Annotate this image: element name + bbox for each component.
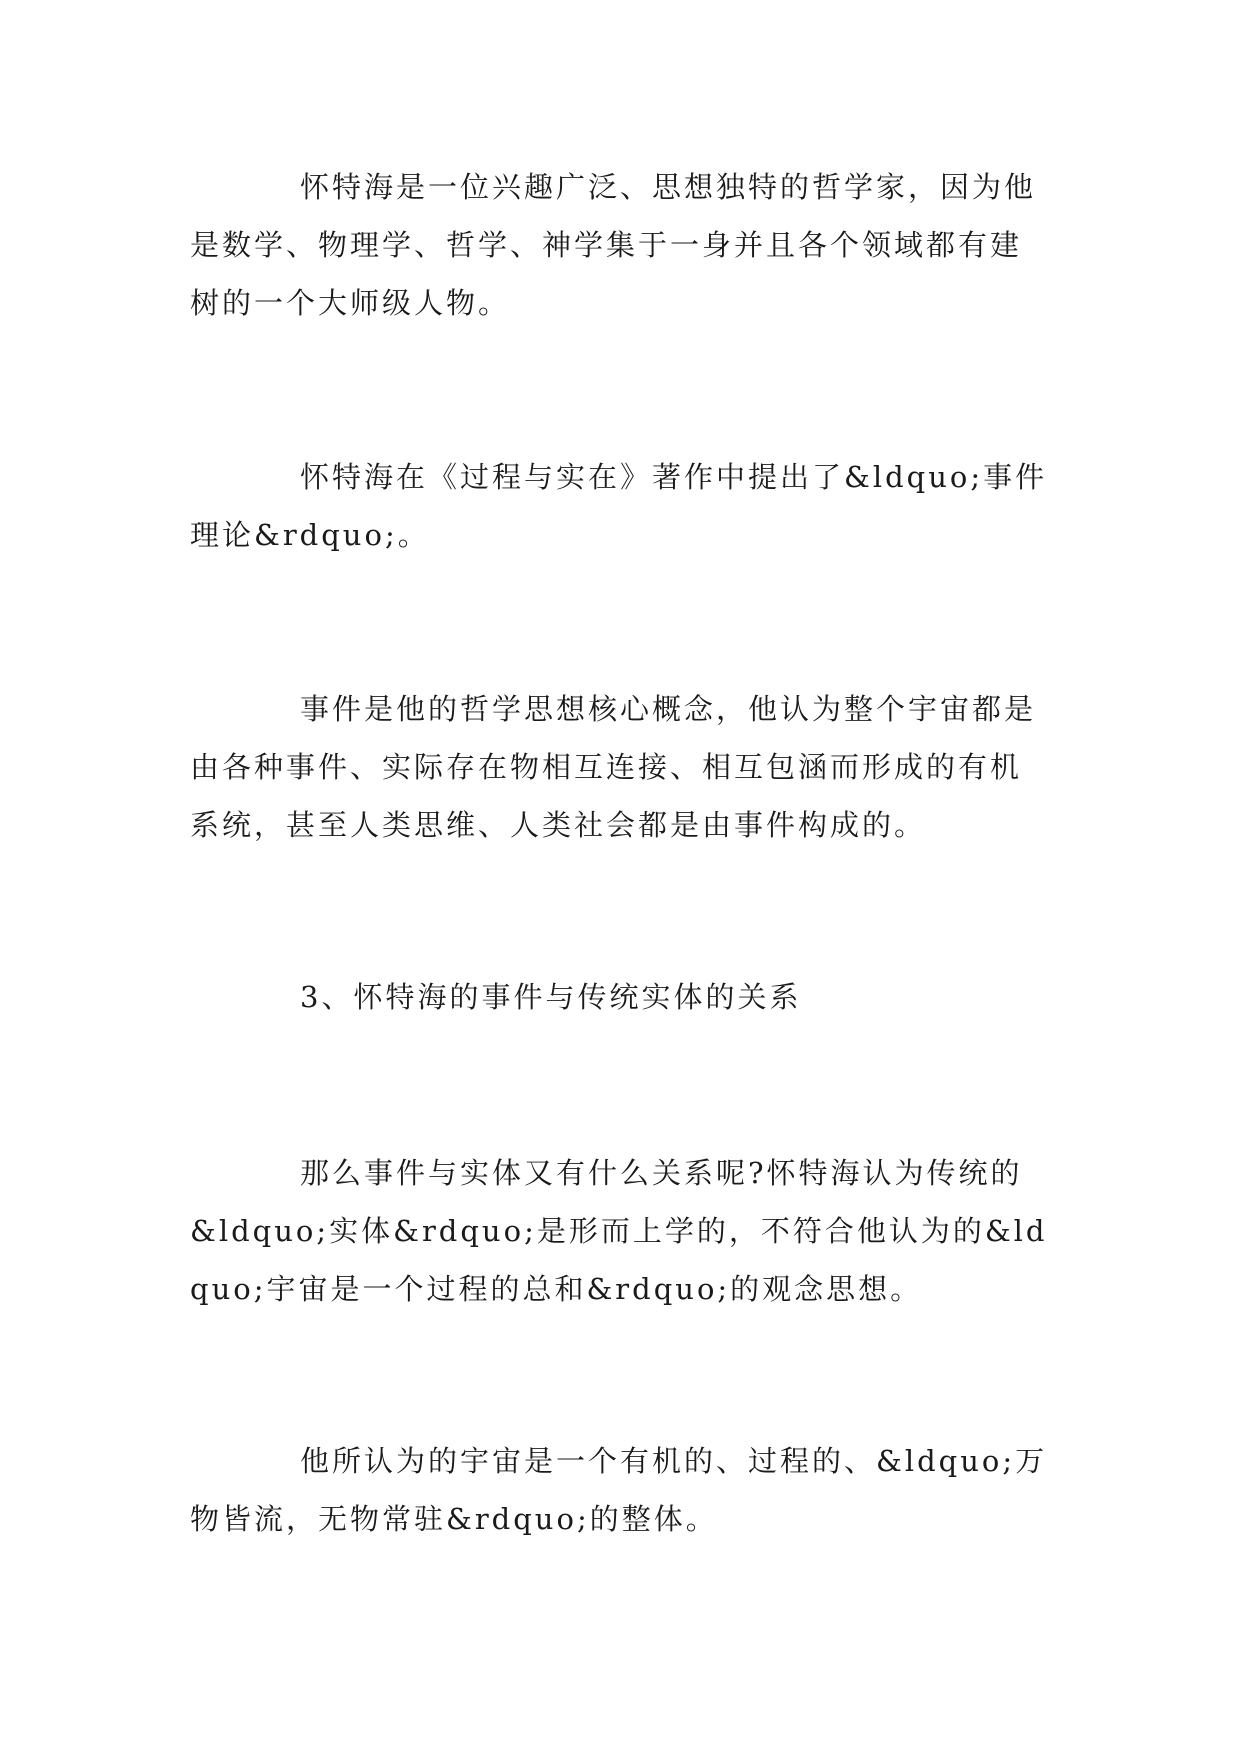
paragraph: 怀特海在《过程与实在》著作中提出了&ldquo;事件理论&rdquo;。: [190, 460, 1048, 552]
section-heading: 3、怀特海的事件与传统实体的关系: [300, 980, 802, 1014]
paragraph: 他所认为的宇宙是一个有机的、过程的、&ldquo;万物皆流，无物常驻&rdquo;的整体。: [190, 1444, 1048, 1536]
paragraph: 事件是他的哲学思想核心概念，他认为整个宇宙都是由各种事件、实际存在物相互连接、相互包涵而形成的有机系统，甚至人类思维、人类社会都是由事件构成的。: [190, 692, 1037, 842]
paragraph: 那么事件与实体又有什么关系呢?怀特海认为传统的&ldquo;实体&rdquo;是形而上学的，不符合他认为的&ldquo;宇宙是一个过程的总和&rdquo;的观念思想。: [190, 1156, 1048, 1306]
paragraph: 怀特海是一位兴趣广泛、思想独特的哲学家，因为他是数学、物理学、哲学、神学集于一身并且各个领域都有建树的一个大师级人物。: [190, 170, 1037, 320]
